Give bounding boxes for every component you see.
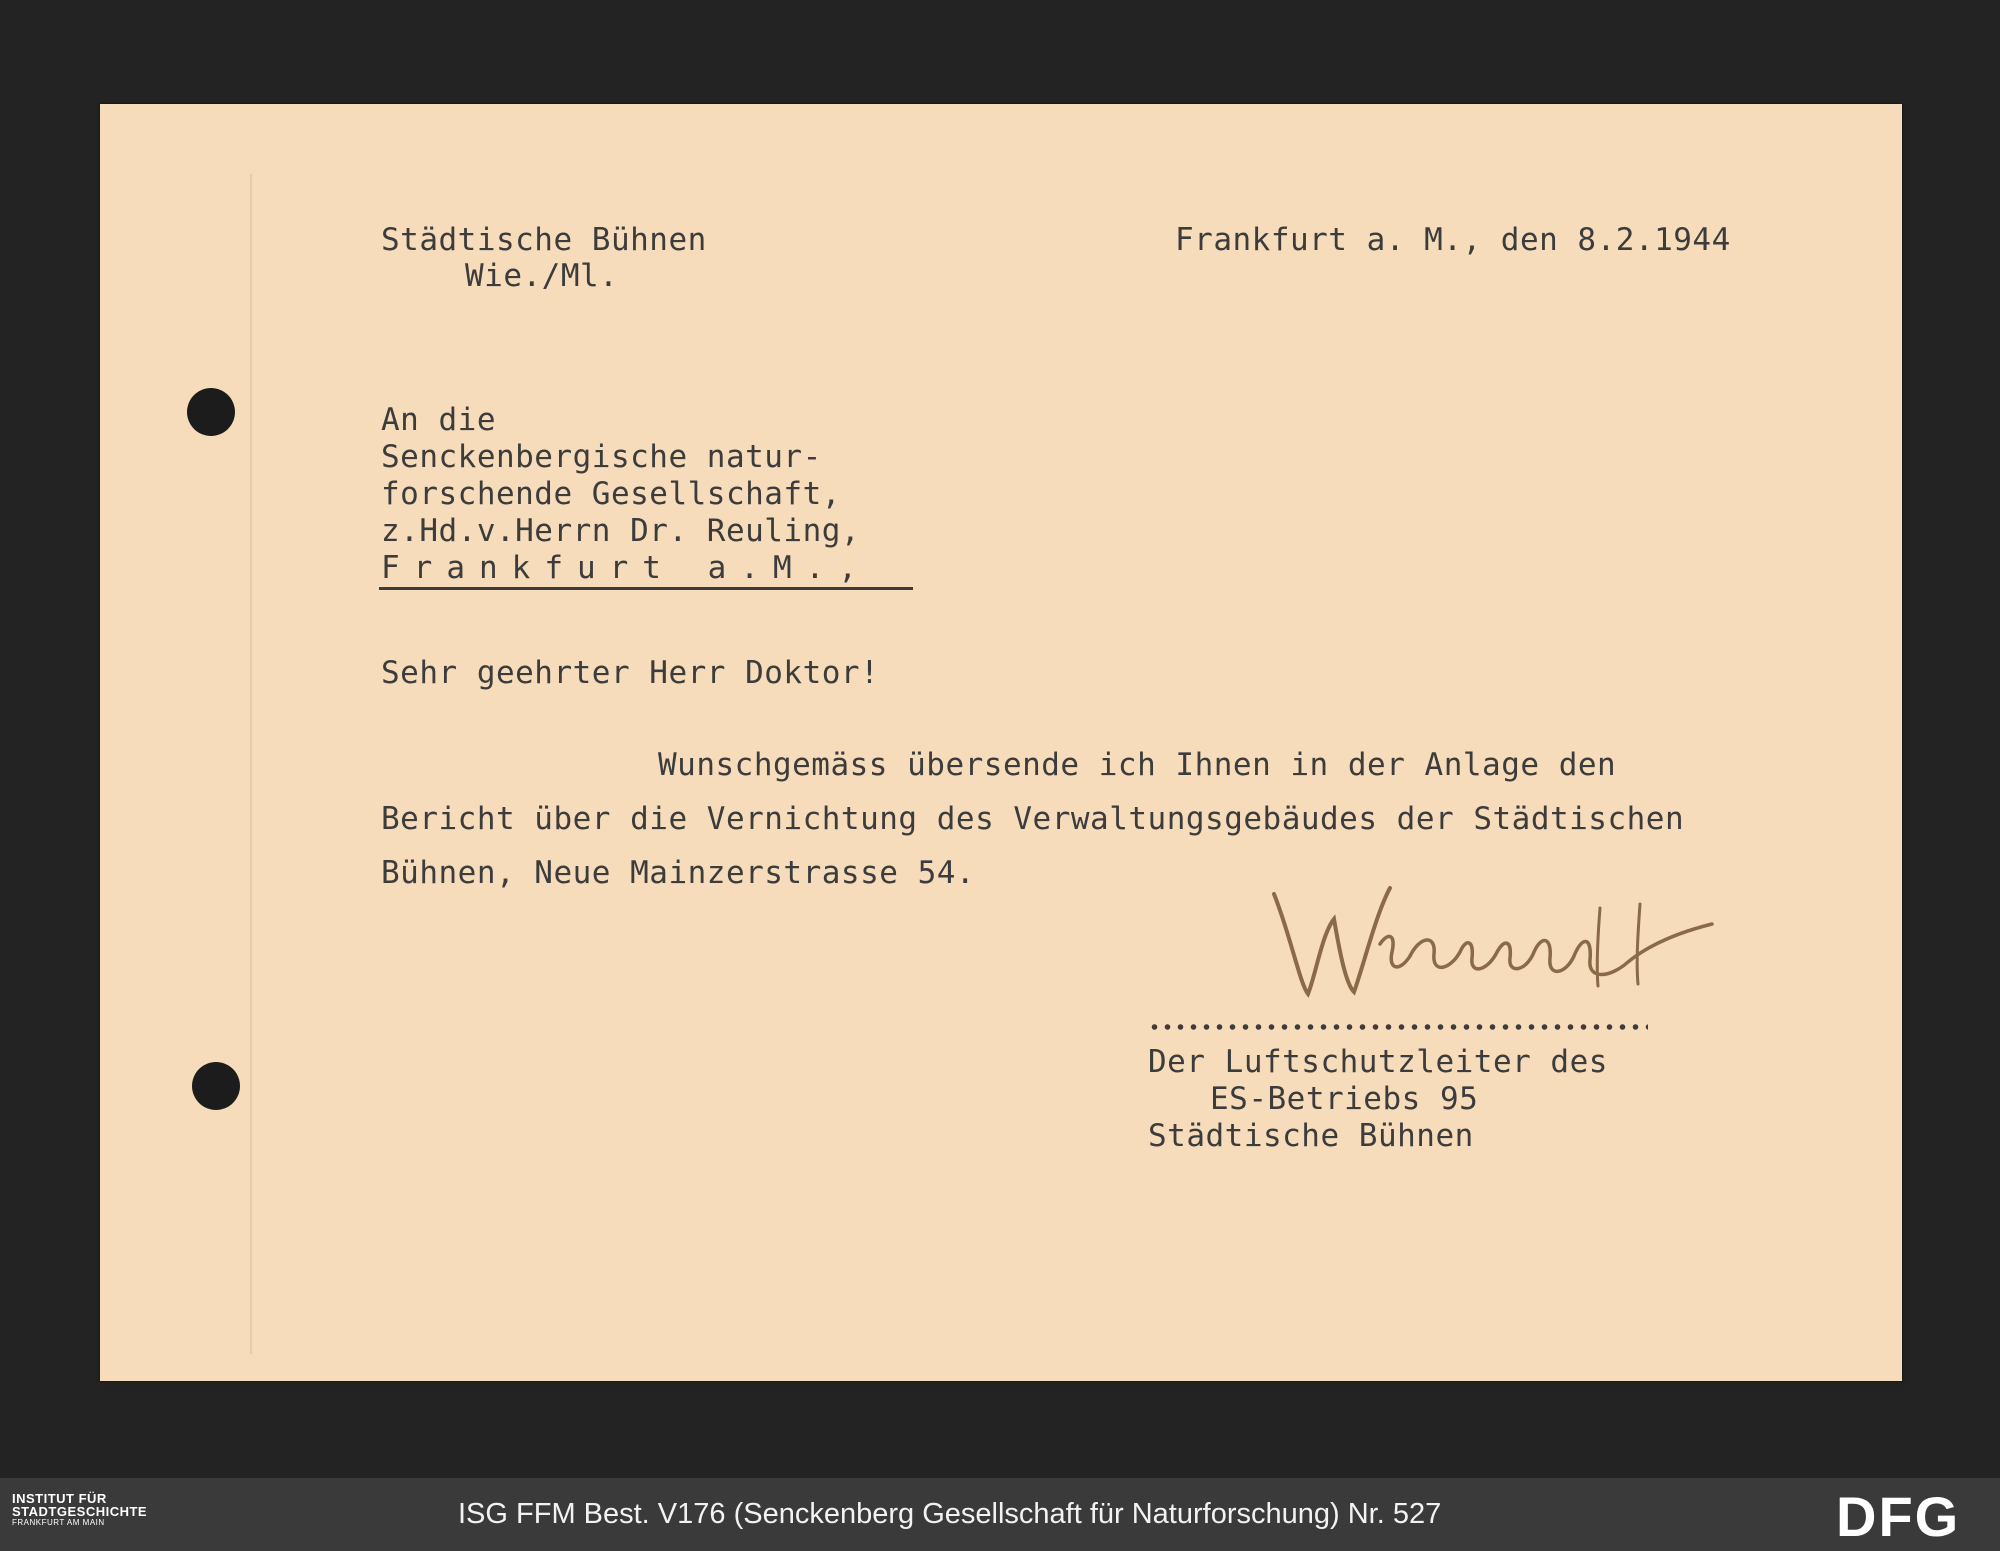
signature-block-line-2: ES-Betriebs 95 bbox=[1210, 1081, 1479, 1117]
recipient-line-4: z.Hd.v.Herrn Dr. Reuling, bbox=[381, 513, 861, 549]
punch-hole-bottom bbox=[192, 1062, 240, 1110]
punch-hole-top bbox=[187, 388, 235, 436]
sender-organization: Städtische Bühnen bbox=[381, 222, 707, 258]
handwritten-signature bbox=[1260, 874, 1800, 1024]
archive-footer bbox=[0, 1478, 2000, 1551]
dfg-logo-icon bbox=[1836, 1488, 1986, 1542]
salutation: Sehr geehrter Herr Doktor! bbox=[381, 655, 880, 691]
svg-text:DFG: DFG bbox=[1836, 1488, 1961, 1542]
institution-name-line-1: INSTITUT FÜR bbox=[12, 1491, 107, 1506]
recipient-city-underline bbox=[379, 587, 913, 590]
recipient-line-1: An die bbox=[381, 402, 496, 438]
recipient-line-3: forschende Gesellschaft, bbox=[381, 476, 841, 512]
signature-dotted-line bbox=[1148, 1024, 1648, 1030]
institution-logo bbox=[12, 1492, 182, 1528]
archive-caption: ISG FFM Best. V176 (Senckenberg Gesellschaft für Naturforschung) Nr. 527 bbox=[458, 1498, 1442, 1530]
institution-city: FRANKFURT AM MAIN bbox=[12, 1518, 105, 1527]
place-and-date: Frankfurt a. M., den 8.2.1944 bbox=[1175, 222, 1731, 258]
institution-name-line-2: STADTGESCHICHTE bbox=[12, 1504, 148, 1519]
sender-reference: Wie./Ml. bbox=[465, 258, 619, 294]
letter-paper bbox=[100, 104, 1902, 1381]
paper-fold-line bbox=[250, 174, 252, 1354]
body-line-3: Bühnen, Neue Mainzerstrasse 54. bbox=[381, 855, 976, 891]
body-line-2: Bericht über die Vernichtung des Verwaltungsgebäudes der Städtischen bbox=[381, 801, 1685, 837]
signature-block-line-3: Städtische Bühnen bbox=[1148, 1118, 1474, 1154]
recipient-line-2: Senckenbergische natur- bbox=[381, 439, 822, 475]
recipient-city: Frankfurt a.M., bbox=[381, 550, 871, 586]
body-line-1: Wunschgemäss übersende ich Ihnen in der Anlage den bbox=[658, 747, 1617, 783]
signature-block-line-1: Der Luftschutzleiter des bbox=[1148, 1044, 1608, 1080]
